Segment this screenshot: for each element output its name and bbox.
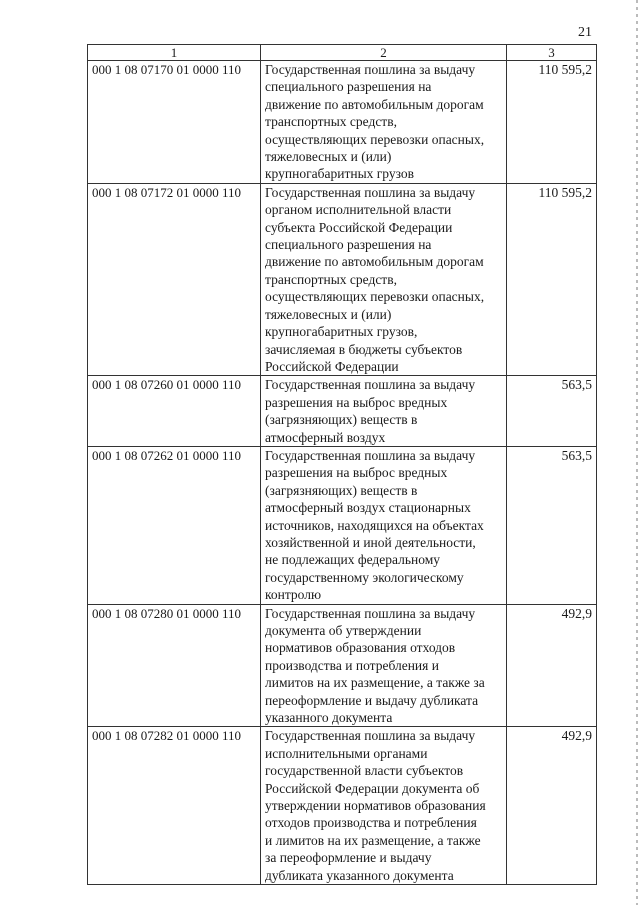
revenue-name-line: указанного документа bbox=[265, 710, 393, 726]
amount: 563,5 bbox=[507, 446, 597, 604]
revenue-name-line: дубликата указанного документа bbox=[265, 867, 454, 883]
revenue-name-line: субъекта Российской Федерации bbox=[265, 219, 453, 235]
revenue-name-line: крупногабаритных грузов bbox=[265, 166, 415, 182]
revenue-name-line: специального разрешения на bbox=[265, 79, 432, 95]
revenue-name-line: зачисляемая в бюджеты субъектов bbox=[265, 341, 463, 357]
table-row bbox=[88, 376, 597, 447]
revenue-name-line: государственной власти субъектов bbox=[265, 763, 464, 779]
table-row bbox=[88, 446, 597, 604]
table-row bbox=[88, 61, 597, 184]
table-row bbox=[88, 727, 597, 885]
revenue-name-line: исполнительными органами bbox=[265, 745, 428, 761]
revenue-name-line: транспортных средств, bbox=[265, 114, 397, 130]
revenue-name bbox=[261, 446, 507, 604]
revenue-name-line: нормативов образования отходов bbox=[265, 640, 456, 656]
revenue-name-line: и лимитов на их размещение, а также bbox=[265, 832, 481, 848]
classification-code: 000 1 08 07260 01 0000 110 bbox=[88, 376, 261, 447]
amount: 110 595,2 bbox=[507, 61, 597, 184]
revenue-name-line: тяжеловесных и (или) bbox=[265, 149, 392, 165]
revenue-name-line: лимитов на их размещение, а также за bbox=[265, 675, 485, 691]
revenue-name-line: осуществляющих перевозки опасных, bbox=[265, 289, 485, 305]
table-header bbox=[88, 45, 597, 61]
revenue-name bbox=[261, 183, 507, 375]
revenue-name-line: осуществляющих перевозки опасных, bbox=[265, 131, 485, 147]
revenue-name-line: за переоформление и выдачу bbox=[265, 850, 432, 866]
header-row bbox=[88, 45, 597, 61]
revenue-name-line: государственному экологическому bbox=[265, 569, 464, 585]
revenue-name-line: (загрязняющих) веществ в bbox=[265, 412, 418, 428]
revenue-name-line: движение по автомобильным дорогам bbox=[265, 254, 484, 270]
budget-table bbox=[87, 44, 597, 885]
revenue-name-line: документа об утверждении bbox=[265, 623, 422, 638]
revenue-name-line: переоформление и выдачу дубликата bbox=[265, 692, 479, 708]
page-number: 21 bbox=[578, 25, 592, 40]
revenue-name bbox=[261, 376, 507, 447]
revenue-name bbox=[261, 604, 507, 727]
revenue-name-line: тяжеловесных и (или) bbox=[265, 306, 392, 322]
amount: 563,5 bbox=[507, 376, 597, 447]
revenue-name-line: атмосферный воздух bbox=[265, 429, 386, 445]
revenue-name-line: разрешения на выброс вредных bbox=[265, 394, 448, 410]
revenue-name bbox=[261, 61, 507, 184]
header-col-3: 3 bbox=[507, 45, 597, 61]
revenue-name-line: производства и потребления и bbox=[265, 657, 439, 673]
revenue-name-line: Государственная пошлина за выдачу bbox=[265, 377, 476, 393]
amount: 492,9 bbox=[507, 604, 597, 727]
header-col-2: 2 bbox=[261, 45, 507, 61]
classification-code: 000 1 08 07282 01 0000 110 bbox=[88, 727, 261, 885]
revenue-name-line: Российской Федерации документа об bbox=[265, 780, 480, 796]
header-col-1: 1 bbox=[88, 45, 261, 61]
revenue-name-line: (загрязняющих) веществ в bbox=[265, 482, 418, 498]
revenue-name-line: отходов производства и потребления bbox=[265, 815, 477, 831]
classification-code: 000 1 08 07262 01 0000 110 bbox=[88, 446, 261, 604]
revenue-name-line: разрешения на выброс вредных bbox=[265, 465, 448, 481]
revenue-name-line: утверждении нормативов образования bbox=[265, 798, 486, 814]
revenue-name-line: Российской Федерации bbox=[265, 358, 399, 374]
amount: 492,9 bbox=[507, 727, 597, 885]
table-row bbox=[88, 183, 597, 375]
revenue-name-line: контролю bbox=[265, 587, 322, 603]
revenue-name-line: Государственная пошлина за выдачу bbox=[265, 62, 476, 77]
classification-code: 000 1 08 07280 01 0000 110 bbox=[88, 604, 261, 727]
revenue-name-line: Государственная пошлина за выдачу bbox=[265, 447, 476, 463]
revenue-name-line: атмосферный воздух стационарных bbox=[265, 500, 471, 516]
revenue-name-line: не подлежащих федеральному bbox=[265, 552, 441, 568]
revenue-name-line: Государственная пошлина за выдачу bbox=[265, 605, 476, 621]
classification-code: 000 1 08 07172 01 0000 110 bbox=[88, 183, 261, 375]
table-row bbox=[88, 604, 597, 727]
revenue-name-line: Государственная пошлина за выдачу bbox=[265, 728, 476, 744]
amount: 110 595,2 bbox=[507, 183, 597, 375]
table-body bbox=[88, 61, 597, 885]
revenue-name-line: органом исполнительной власти bbox=[265, 202, 452, 218]
revenue-name-line: хозяйственной и иной деятельности, bbox=[265, 534, 476, 550]
revenue-name-line: движение по автомобильным дорогам bbox=[265, 96, 484, 112]
classification-code: 000 1 08 07170 01 0000 110 bbox=[88, 61, 261, 184]
revenue-name-line: транспортных средств, bbox=[265, 271, 397, 287]
revenue-name-line: специального разрешения на bbox=[265, 237, 432, 253]
revenue-name-line: крупногабаритных грузов, bbox=[265, 324, 418, 340]
revenue-name bbox=[261, 727, 507, 885]
revenue-name-line: источников, находящихся на объектах bbox=[265, 517, 484, 533]
scan-edge-artifact bbox=[636, 0, 638, 905]
revenue-name-line: Государственная пошлина за выдачу bbox=[265, 184, 476, 200]
